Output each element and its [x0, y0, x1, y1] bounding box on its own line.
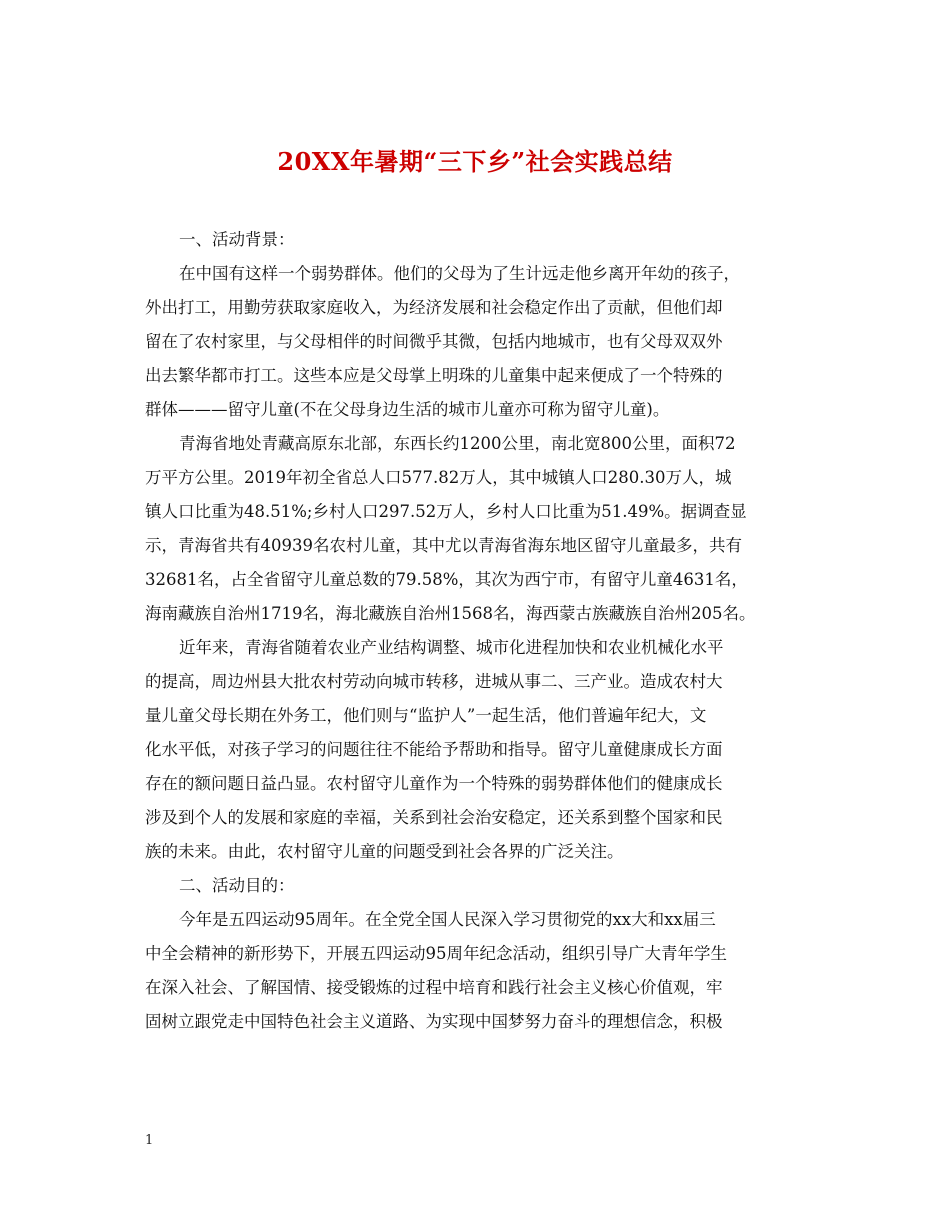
text-line: 群体———留守儿童(不在父母身边生活的城市儿童亦可称为留守儿童)。 — [145, 400, 670, 419]
document-body — [145, 223, 815, 1039]
text-line: 的提高，周边州县大批农村劳动向城市转移，进城从事二、三产业。造成农村大 — [145, 672, 723, 691]
text-line: 一、活动背景： — [179, 230, 295, 249]
text-line: 出去繁华都市打工。这些本应是父母掌上明珠的儿童集中起来便成了一个特殊的 — [145, 366, 723, 385]
text-line: 在中国有这样一个弱势群体。他们的父母为了生计远走他乡离开年幼的孩子， — [179, 264, 740, 283]
text-line: 固树立跟党走中国特色社会主义道路、为实现中国梦努力奋斗的理想信念，积极 — [145, 1012, 723, 1031]
text-line: 示，青海省共有40939名农村儿童，其中尤以青海省海东地区留守儿童最多，共有 — [145, 536, 742, 555]
text-line: 二、活动目的： — [179, 876, 295, 895]
text-line: 外出打工，用勤劳获取家庭收入，为经济发展和社会稳定作出了贡献，但他们却 — [145, 298, 723, 317]
text-line: 万平方公里。2019年初全省总人口577.82万人，其中城镇人口280.30万人，城 — [145, 468, 732, 487]
text-line: 镇人口比重为48.51%;乡村人口297.52万人，乡村人口比重为51.49%。据调查显 — [145, 502, 747, 521]
page-number: 1 — [145, 1133, 154, 1148]
text-line: 海南藏族自治州1719名，海北藏族自治州1568名，海西蒙古族藏族自治州205名。 — [145, 604, 756, 623]
text-line: 留在了农村家里，与父母相伴的时间微乎其微，包括内地城市，也有父母双双外 — [145, 332, 723, 351]
text-line: 涉及到个人的发展和家庭的幸福，关系到社会治安稳定，还关系到整个国家和民 — [145, 808, 723, 827]
text-line: 近年来，青海省随着农业产业结构调整、城市化进程加快和农业机械化水平 — [179, 638, 724, 657]
text-line: 在深入社会、了解国情、接受锻炼的过程中培育和践行社会主义核心价值观，牢 — [145, 978, 723, 997]
text-line: 今年是五四运动95周年。在全党全国人民深入学习贯彻党的xx大和xx届三 — [179, 910, 716, 929]
text-line: 族的未来。由此，农村留守儿童的问题受到社会各界的广泛关注。 — [145, 842, 624, 861]
text-line: 32681名，占全省留守儿童总数的79.58%，其次为西宁市，有留守儿童4631名， — [145, 570, 748, 589]
text-line: 化水平低，对孩子学习的问题往往不能给予帮助和指导。留守儿童健康成长方面 — [145, 740, 723, 759]
text-line: 量儿童父母长期在外务工，他们则与“监护人”一起生活，他们普遍年纪大，文 — [145, 706, 707, 725]
text-line: 存在的额问题日益凸显。农村留守儿童作为一个特殊的弱势群体他们的健康成长 — [145, 774, 723, 793]
text-line: 青海省地处青藏高原东北部，东西长约1200公里，南北宽800公里，面积72 — [179, 434, 736, 453]
text-line: 中全会精神的新形势下，开展五四运动95周年纪念活动，组织引导广大青年学生 — [145, 944, 727, 963]
document-title: 20XX年暑期“三下乡”社会实践总结 — [277, 147, 673, 176]
